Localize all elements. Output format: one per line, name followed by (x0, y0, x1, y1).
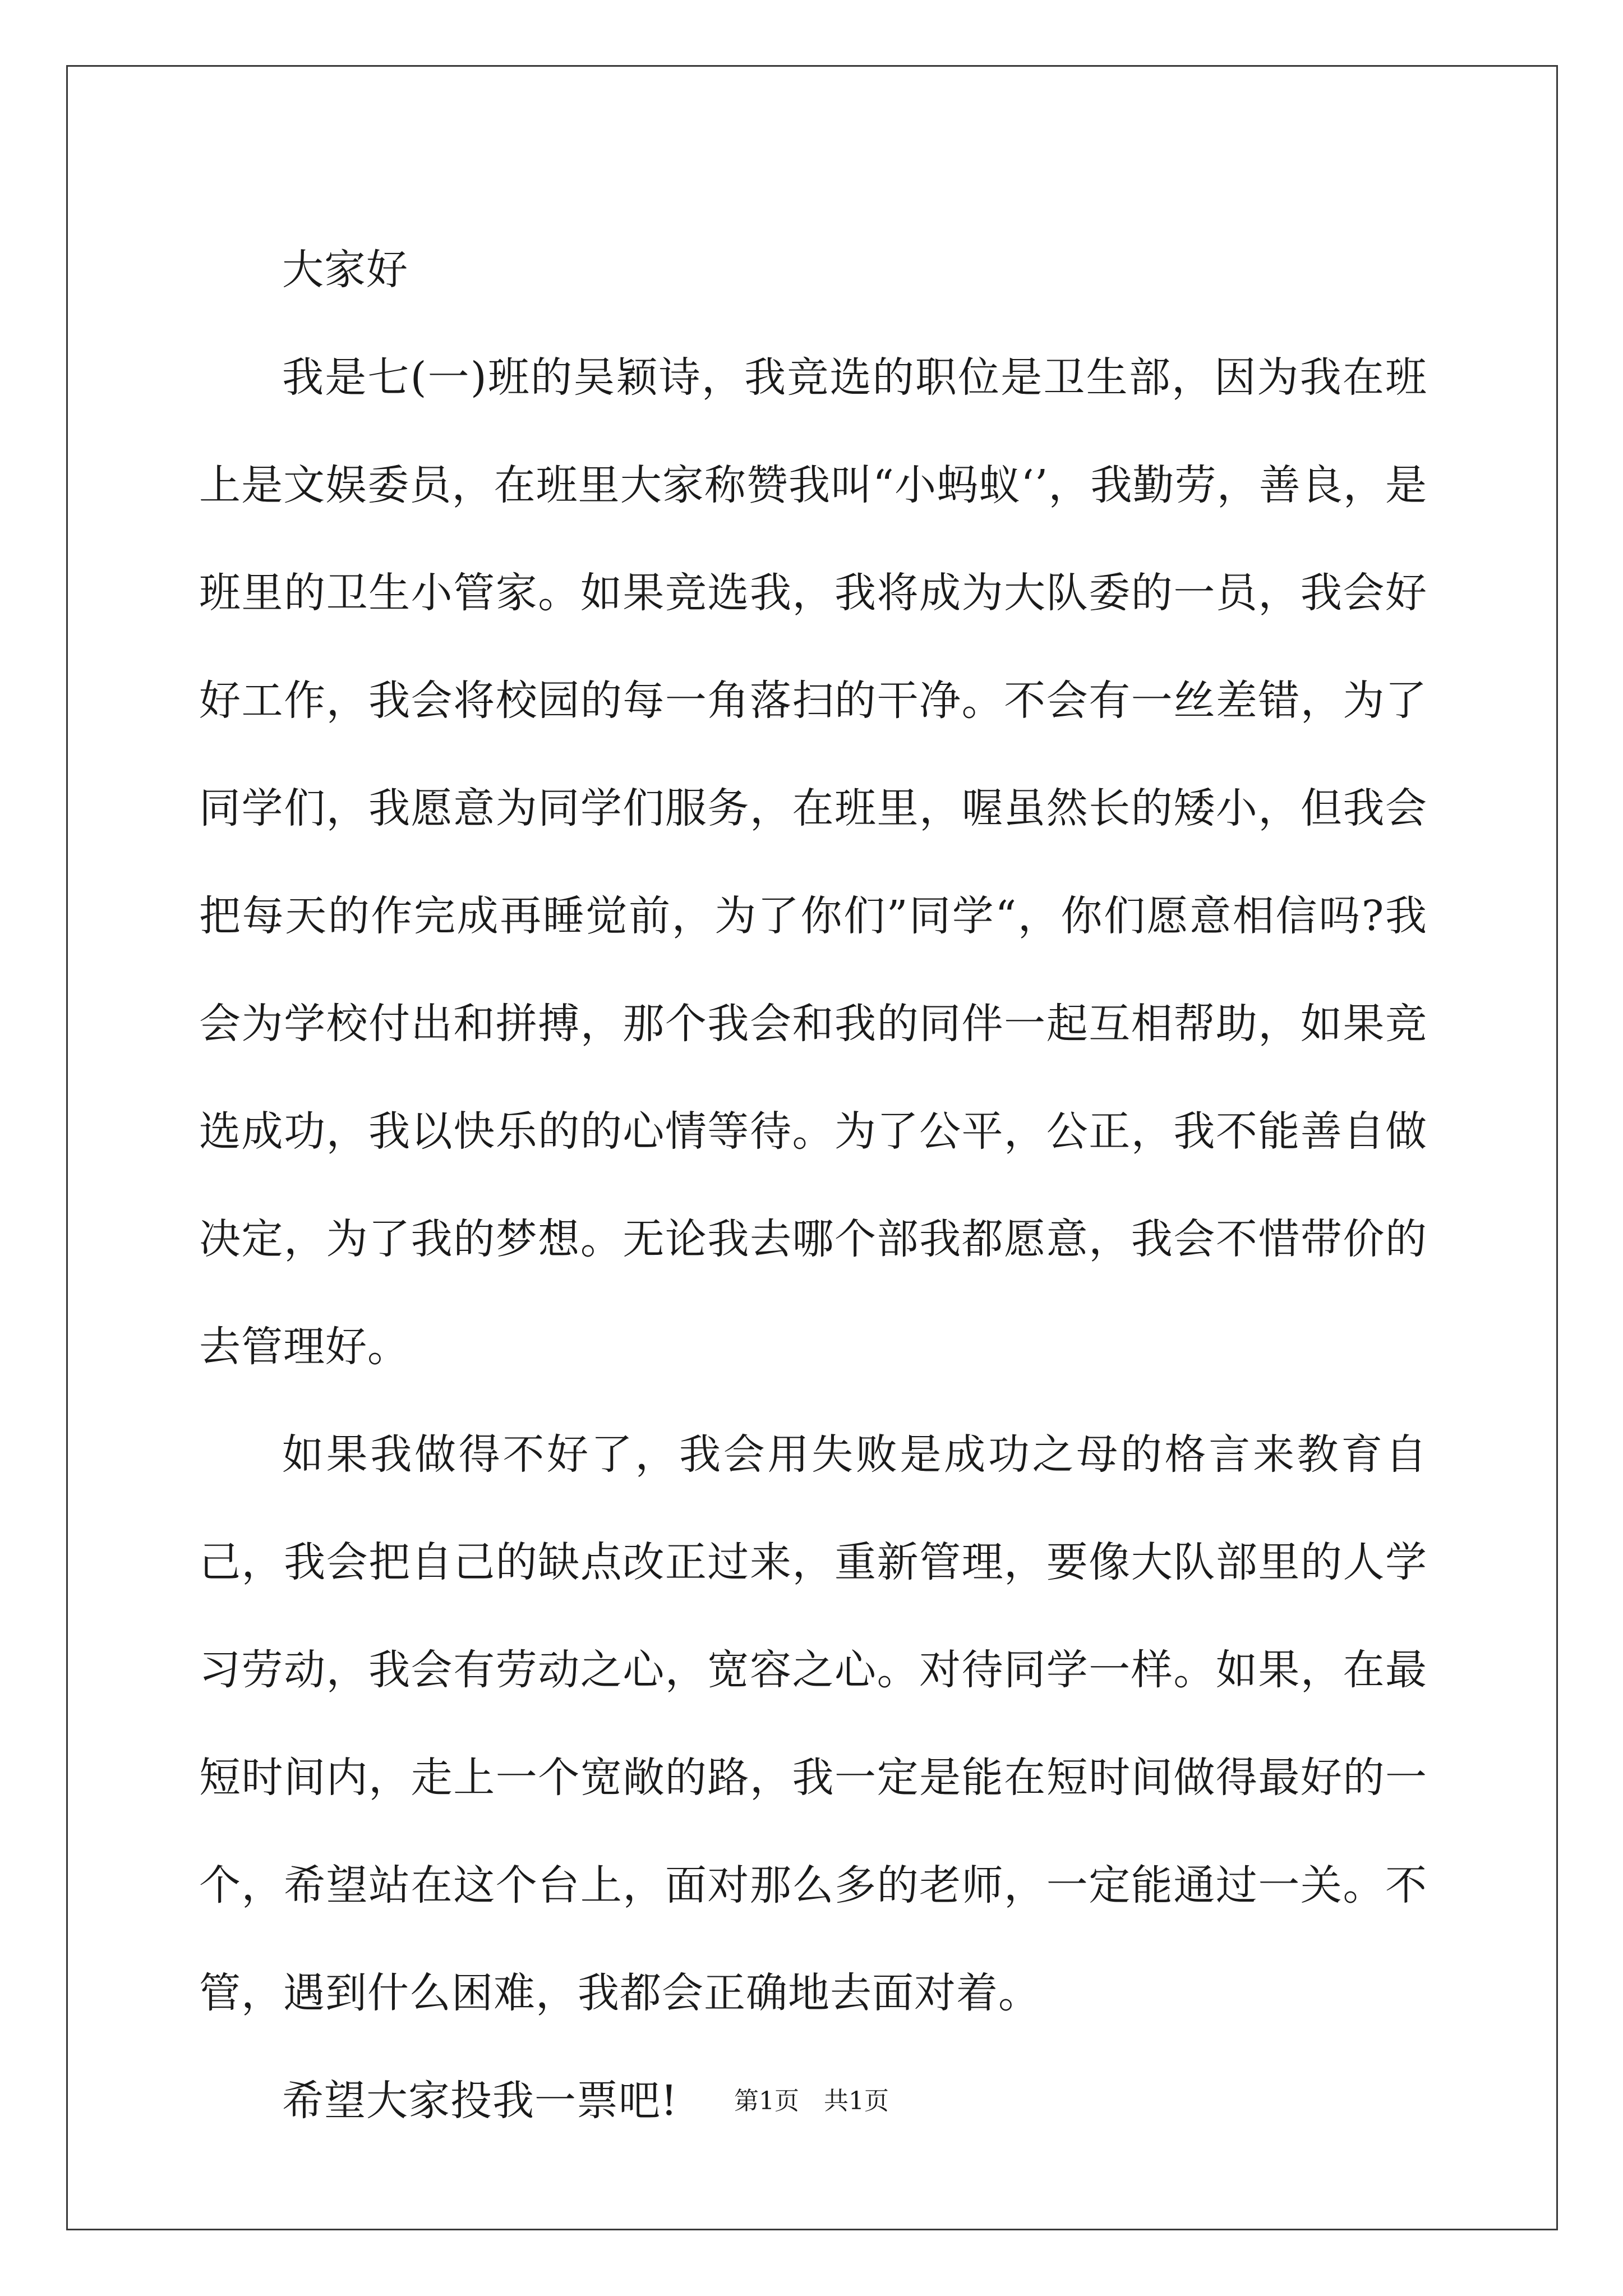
paragraph-commitment: 如果我做得不好了，我会用失败是成功之母的格言来教育自己，我会把自己的缺点改正过来，重新管理，要像大队部里的人学习劳动，我会有劳动之心，宽容之心。对待同学一样。如果，在最短时间内，走上一个宽敞的路，我一定是能在短时间做得最好的一个，希望站在这个台上，面对那么多的老师，一定能通过一关。不管，遇到什么困难，我都会正确地去面对着。 (199, 1430, 1427, 2017)
document-body (199, 216, 1427, 2155)
paragraph-greeting: 大家好 (282, 246, 408, 294)
paragraph-closing: 希望大家投我一票吧! (282, 2077, 678, 2125)
paragraph-introduction: 我是七(一)班的吴颖诗，我竞选的职位是卫生部，因为我在班上是文娱委员，在班里大家称赞我叫“小蚂蚁‘’，我勤劳，善良，是班里的卫生小管家。如果竞选我，我将成为大队委的一员，我会好好工作，我会将校园的每一角落扫的干净。不会有一丝差错，为了同学们，我愿意为同学们服务，在班里，喔虽然长的矮小，但我会把每天的作完成再睡觉前，为了你们”同学“，你们愿意相信吗?我会为学校付出和拼搏，那个我会和我的同伴一起互相帮助，如果竞选成功，我以快乐的的心情等待。为了公平，公正，我不能善自做决定，为了我的梦想。无论我去哪个部我都愿意，我会不惜带价的去管理好。 (199, 353, 1427, 1371)
page-footer: 第1页 共1页 (734, 2087, 889, 2115)
